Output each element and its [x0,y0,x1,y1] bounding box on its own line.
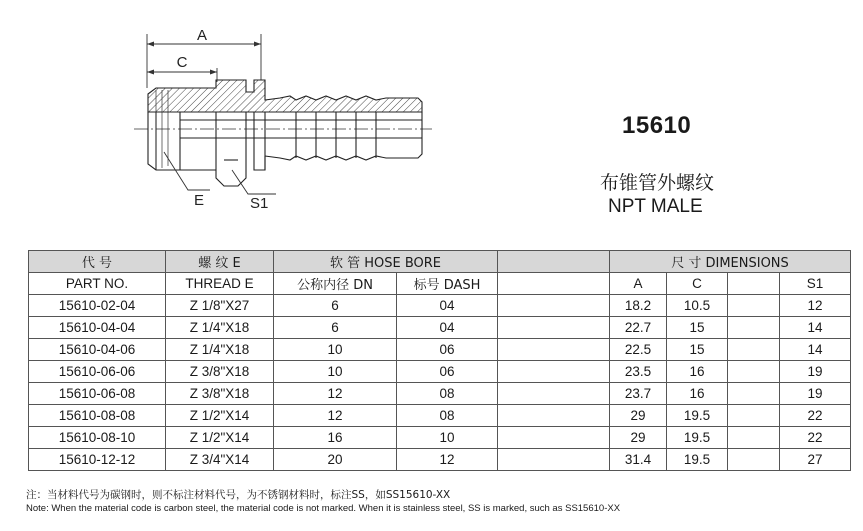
cell-dash: 08 [397,383,498,405]
cell-dn: 20 [274,449,397,471]
cell-c: 19.5 [667,449,728,471]
cell-blank [728,317,780,339]
cell-part: 15610-08-08 [29,405,166,427]
cell-dn: 6 [274,295,397,317]
cell-blank [728,427,780,449]
fitting-outline [148,112,422,186]
cell-blank [728,383,780,405]
cell-s1: 19 [780,383,851,405]
header-s1: S1 [780,273,851,295]
cell-thread: Z 1/4"X18 [166,339,274,361]
cell-c: 19.5 [667,427,728,449]
cell-blank [498,427,610,449]
cell-dash: 06 [397,339,498,361]
section-hatch [148,80,422,112]
cell-blank [498,449,610,471]
header-thread-cn: 螺 纹 E [166,251,274,273]
cell-a: 18.2 [610,295,667,317]
header-blank [498,273,610,295]
table-row [29,361,851,383]
cell-dash: 06 [397,361,498,383]
cell-thread: Z 3/8"X18 [166,361,274,383]
table-row [29,317,851,339]
header-blank [498,251,610,273]
cell-c: 16 [667,383,728,405]
cell-s1: 19 [780,361,851,383]
product-type-cn: 布锥管外螺纹 [600,172,715,194]
cell-c: 15 [667,317,728,339]
dimension-a [147,27,261,88]
cell-blank [728,361,780,383]
cell-thread: Z 1/8"X27 [166,295,274,317]
cell-dn: 10 [274,361,397,383]
label-s1: S1 [250,195,269,212]
cell-dn: 12 [274,383,397,405]
fitting-drawing [120,20,440,220]
table-row [29,383,851,405]
cell-s1: 22 [780,427,851,449]
cell-thread: Z 1/2"X14 [166,405,274,427]
spec-table [28,250,851,471]
cell-c: 15 [667,339,728,361]
header-c: C [667,273,728,295]
cell-dash: 04 [397,317,498,339]
note-en: Note: When the material code is carbon steel, the material code is not marked. When it is stainless steel, SS is marked, such as SS15610-XX [26,503,621,514]
dim-a-label: A [196,27,208,44]
header-row-2 [29,273,851,295]
table-row [29,449,851,471]
header-part-no: PART NO. [29,273,166,295]
cell-dn: 6 [274,317,397,339]
cell-blank [498,295,610,317]
cell-s1: 12 [780,295,851,317]
cell-a: 23.7 [610,383,667,405]
cell-a: 22.5 [610,339,667,361]
cell-part: 15610-04-06 [29,339,166,361]
product-number: 15610 [622,112,692,139]
cell-a: 23.5 [610,361,667,383]
cell-s1: 14 [780,317,851,339]
cell-dash: 10 [397,427,498,449]
note-cn: 注：当材料代号为碳钢时，则不标注材料代号，为不锈钢材料时，标注SS，如SS15610-XX [26,489,451,501]
label-e: E [194,192,205,209]
cell-dash: 12 [397,449,498,471]
cell-part: 15610-02-04 [29,295,166,317]
cell-dash: 04 [397,295,498,317]
cell-dn: 16 [274,427,397,449]
cell-blank [728,339,780,361]
cell-part: 15610-08-10 [29,427,166,449]
cell-part: 15610-06-06 [29,361,166,383]
cell-thread: Z 1/2"X14 [166,427,274,449]
cell-s1: 14 [780,339,851,361]
cell-thread: Z 1/4"X18 [166,317,274,339]
cell-blank [498,317,610,339]
cell-dn: 12 [274,405,397,427]
table-row [29,427,851,449]
cell-c: 16 [667,361,728,383]
cell-blank [728,295,780,317]
cell-part: 15610-12-12 [29,449,166,471]
cell-blank [728,449,780,471]
dimension-c [147,54,217,82]
cell-blank [728,405,780,427]
cell-a: 29 [610,427,667,449]
cell-part: 15610-04-04 [29,317,166,339]
cell-a: 29 [610,405,667,427]
footnotes [26,489,620,515]
cell-dn: 10 [274,339,397,361]
cell-part: 15610-06-08 [29,383,166,405]
header-dash: 标号 DASH [397,273,498,295]
cell-s1: 22 [780,405,851,427]
cell-blank [498,339,610,361]
cell-s1: 27 [780,449,851,471]
cell-blank [498,383,610,405]
leader-e [164,152,210,209]
cell-blank [498,405,610,427]
cell-a: 22.7 [610,317,667,339]
table-row [29,405,851,427]
header-blank [728,273,780,295]
cell-c: 10.5 [667,295,728,317]
product-type-en: NPT MALE [608,196,703,217]
cell-a: 31.4 [610,449,667,471]
header-a: A [610,273,667,295]
table-row [29,339,851,361]
leader-s1 [232,170,276,212]
cell-dash: 08 [397,405,498,427]
header-row-1 [29,251,851,273]
cell-blank [498,361,610,383]
cell-thread: Z 3/8"X18 [166,383,274,405]
header-code: 代 号 [29,251,166,273]
header-dimensions: 尺 寸 DIMENSIONS [610,251,851,273]
header-dn: 公称内径 DN [274,273,397,295]
dim-c-label: C [176,54,188,71]
cell-thread: Z 3/4"X14 [166,449,274,471]
header-hose-bore: 软 管 HOSE BORE [274,251,498,273]
cell-c: 19.5 [667,405,728,427]
header-thread-e: THREAD E [166,273,274,295]
table-row [29,295,851,317]
